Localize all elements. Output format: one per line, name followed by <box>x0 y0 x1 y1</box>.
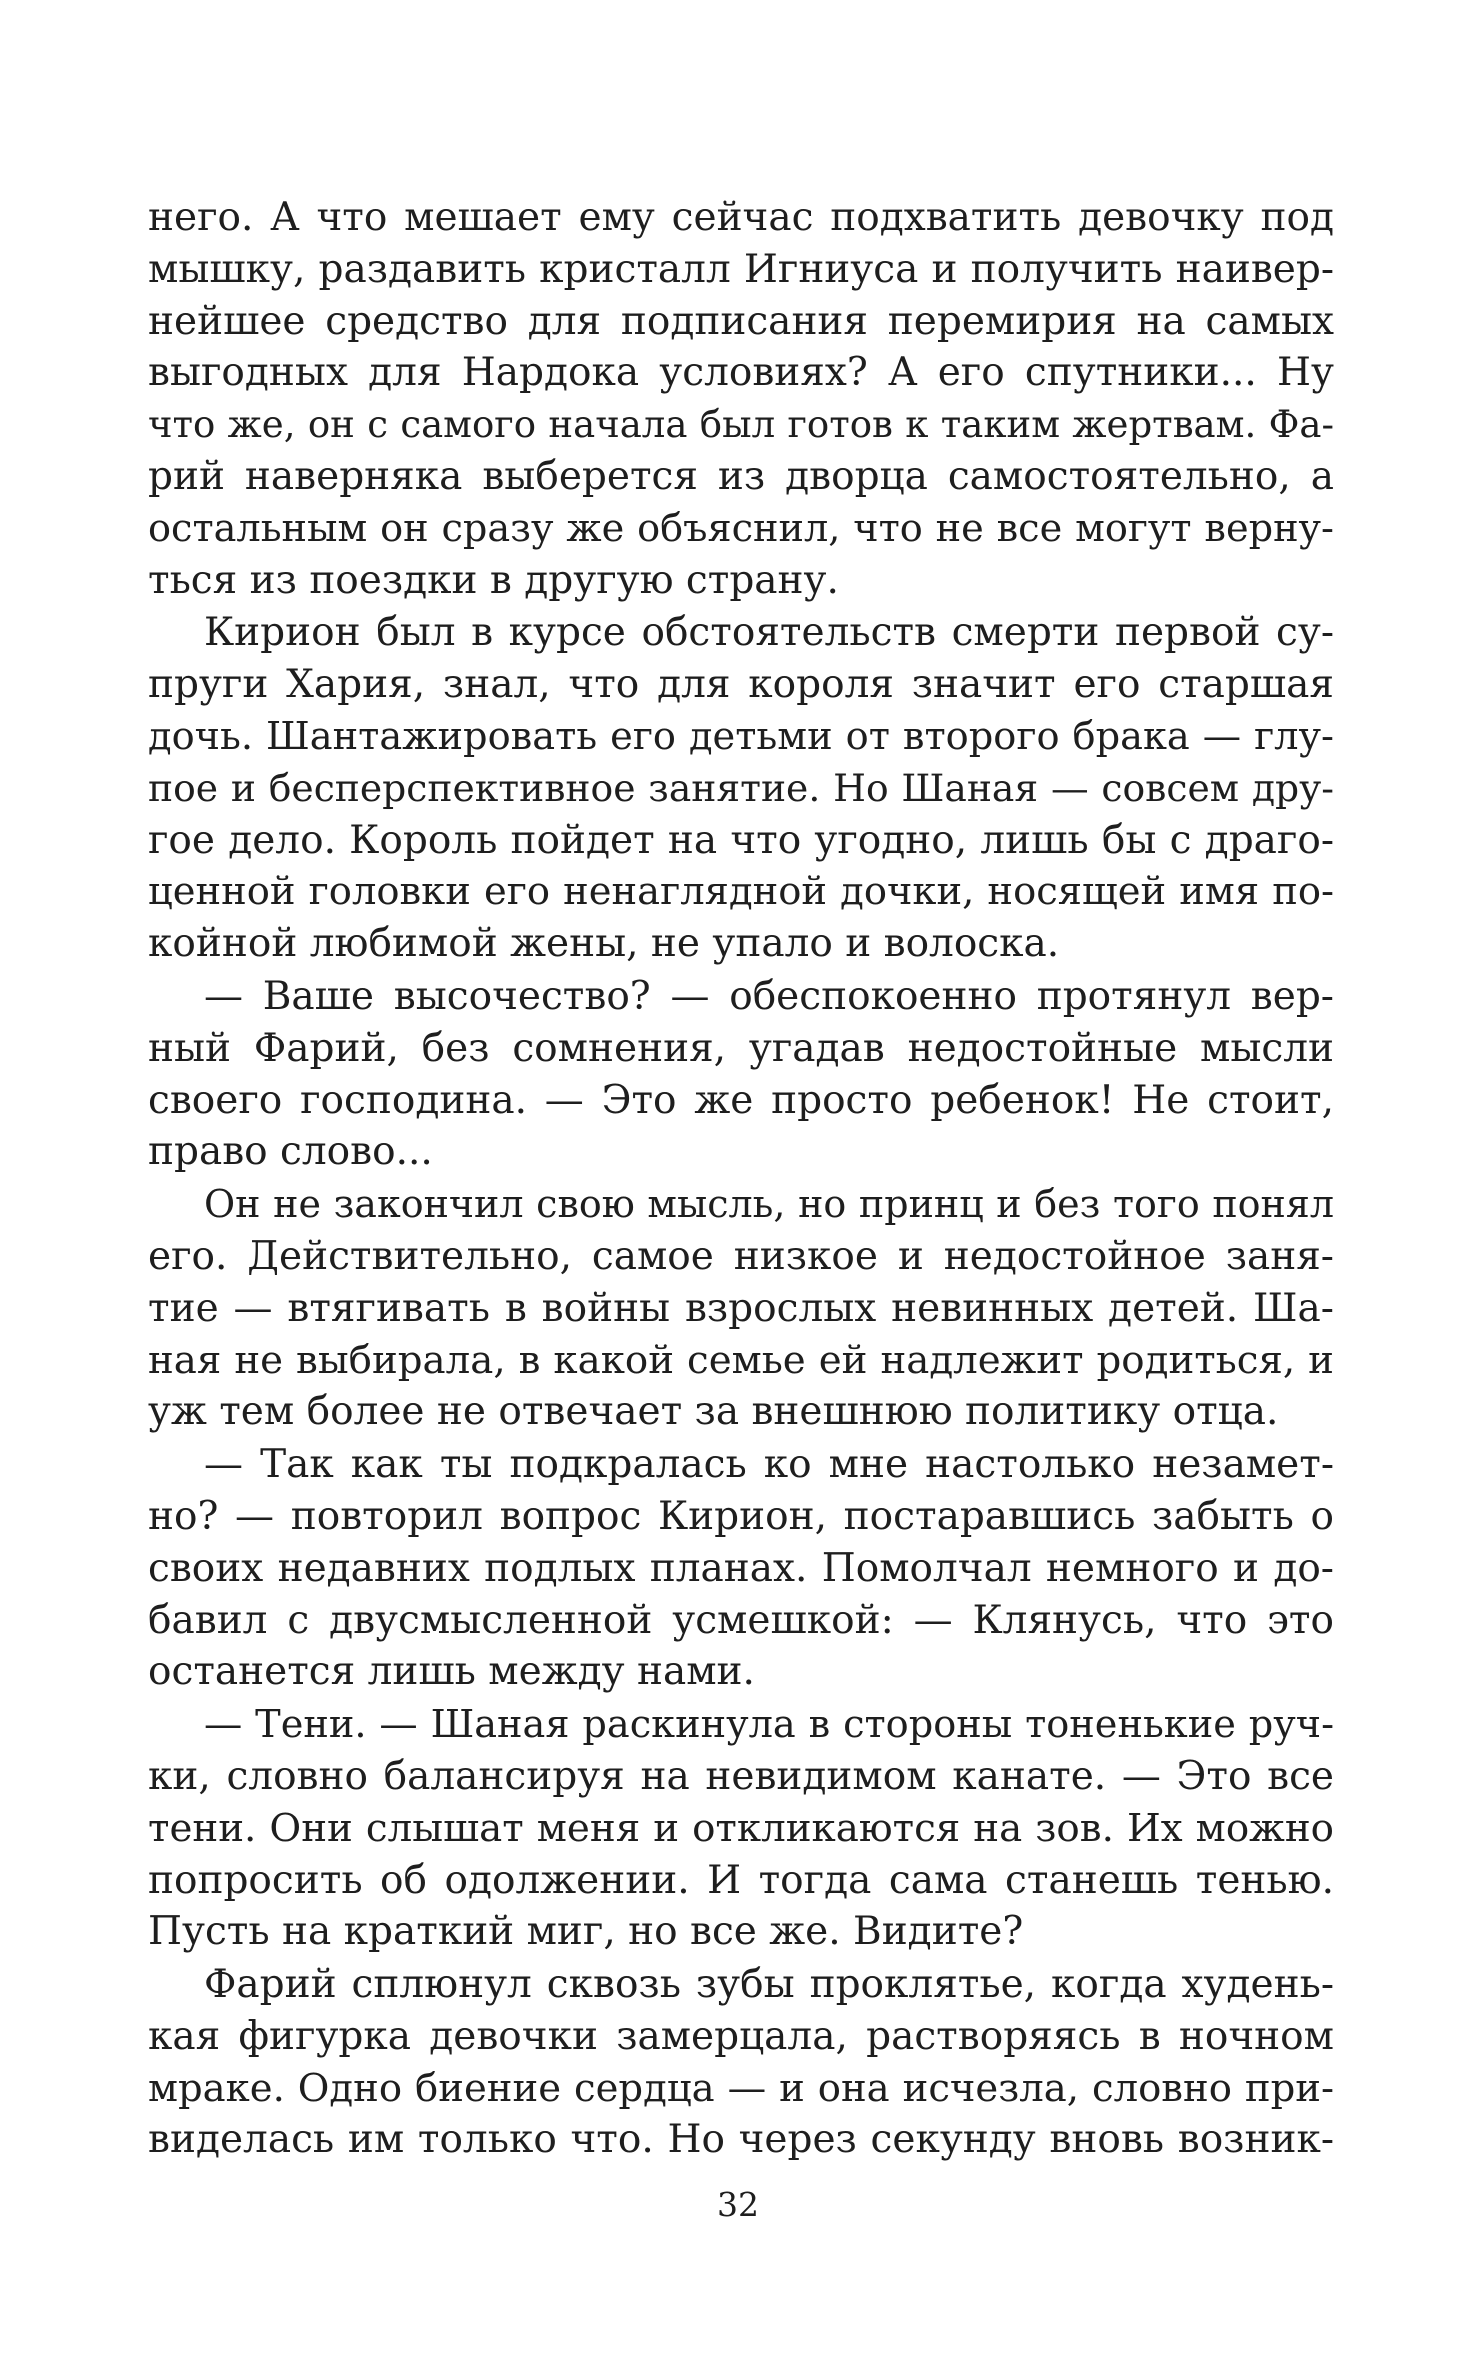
text-line: выгодных для Нардока условиях? А его спутники... Ну <box>148 350 1334 396</box>
text-line: бавил с двусмысленной усмешкой: — Клянусь, что это <box>148 1597 1334 1643</box>
text-line: — Тени. — Шаная раскинула в стороны тоненькие руч- <box>204 1702 1334 1748</box>
paragraph-6 <box>148 1699 1334 1958</box>
text-line: ценной головки его ненаглядной дочки, носящей имя по- <box>148 869 1334 915</box>
text-line: рий наверняка выберется из дворца самостоятельно, а <box>148 453 1334 499</box>
paragraph-1 <box>148 192 1334 606</box>
text-line: ный Фарий, без сомнения, угадав недостойные мысли <box>148 1025 1334 1071</box>
text-line: тени. Они слышат меня и откликаются на зов. Их можно <box>148 1805 1334 1851</box>
text-line: право слово... <box>148 1129 433 1175</box>
text-line: попросить об одолжении. И тогда сама станешь тенью. <box>148 1857 1334 1903</box>
paragraph-2 <box>148 607 1334 970</box>
text-line: мышку, раздавить кристалл Игниуса и получить наивер- <box>148 246 1334 292</box>
text-line: гое дело. Король пойдет на что угодно, лишь бы с драго- <box>148 817 1334 863</box>
paragraph-7 <box>148 1959 1334 2166</box>
text-line: его. Действительно, самое низкое и недостойное заня- <box>148 1233 1334 1279</box>
text-line: уж тем более не отвечает за внешнюю политику отца. <box>148 1389 1279 1435</box>
paragraph-5 <box>148 1439 1334 1698</box>
text-line: пруги Хария, знал, что для короля значит его старшая <box>148 662 1334 708</box>
text-line: мраке. Одно биение сердца — и она исчезла, словно при- <box>148 2065 1334 2111</box>
text-line: остальным он сразу же объяснил, что не все могут верну- <box>148 505 1334 551</box>
text-line: но? — повторил вопрос Кирион, постаравшись забыть о <box>148 1493 1334 1539</box>
text-line: своих недавних подлых планах. Помолчал немного и до- <box>148 1545 1334 1591</box>
paragraph-4 <box>148 1179 1334 1438</box>
text-line: Кирион был в курсе обстоятельств смерти первой су- <box>204 610 1334 656</box>
text-line: — Так как ты подкралась ко мне настолько незамет- <box>204 1442 1334 1488</box>
text-line: своего господина. — Это же просто ребенок! Не стоит, <box>148 1077 1334 1123</box>
text-line: Он не закончил свою мысль, но принц и без того понял <box>204 1182 1334 1227</box>
text-line: него. А что мешает ему сейчас подхватить девочку под <box>148 195 1334 240</box>
text-line: — Ваше высочество? — обеспокоенно протянул вер- <box>204 973 1334 1019</box>
text-line: ться из поездки в другую страну. <box>148 557 839 603</box>
page-number: 32 <box>717 2185 759 2224</box>
body-text <box>148 192 1334 2167</box>
text-line: виделась им только что. Но через секунду вновь возник- <box>148 2117 1334 2163</box>
text-line: кая фигурка девочки замерцала, растворяясь в ночном <box>148 2013 1334 2059</box>
text-line: останется лишь между нами. <box>148 1649 755 1695</box>
paragraph-3 <box>148 971 1334 1178</box>
text-line: что же, он с самого начала был готов к таким жертвам. Фа- <box>148 403 1334 447</box>
text-line: ная не выбирала, в какой семье ей надлежит родиться, и <box>148 1337 1334 1383</box>
text-line: дочь. Шантажировать его детьми от второго брака — глу- <box>148 713 1334 759</box>
text-line: Фарий сплюнул сквозь зубы проклятье, когда худень- <box>204 1962 1334 2008</box>
text-line: ки, словно балансируя на невидимом канате. — Это все <box>148 1753 1334 1799</box>
text-line: койной любимой жены, не упало и волоска. <box>148 921 1060 967</box>
text-line: пое и бесперспективное занятие. Но Шаная — совсем дру- <box>148 765 1334 810</box>
text-line: Пусть на краткий миг, но все же. Видите? <box>148 1909 1024 1955</box>
text-line: нейшее средство для подписания перемирия на самых <box>148 298 1334 344</box>
text-line: тие — втягивать в войны взрослых невинных детей. Ша- <box>148 1285 1334 1331</box>
